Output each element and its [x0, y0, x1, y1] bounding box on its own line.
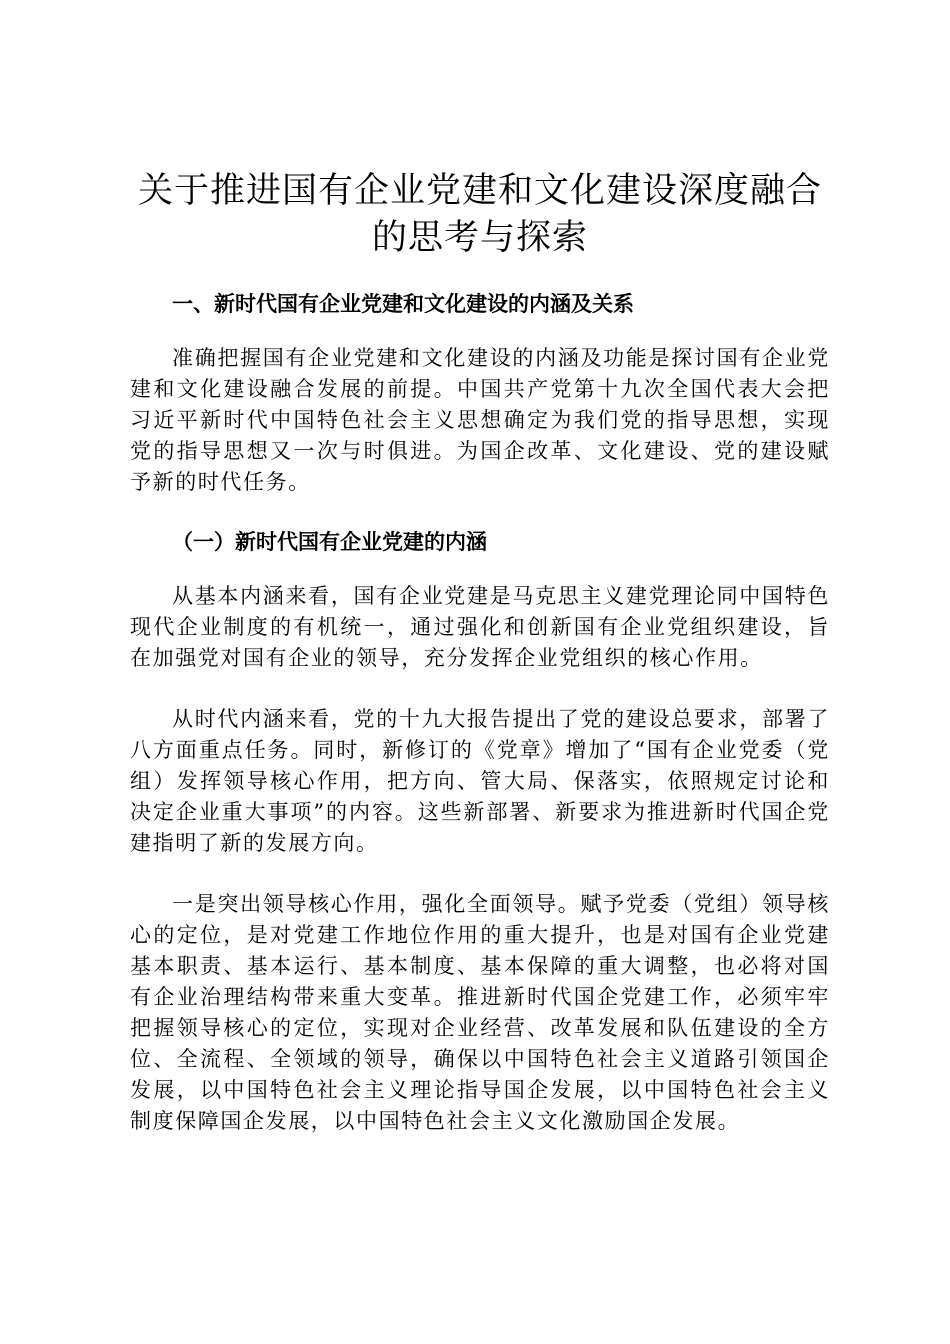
paragraph-3: 从时代内涵来看，党的十九大报告提出了党的建设总要求，部署了八方面重点任务。同时，新修订的《党章》增加了“国有企业党委（党组）发挥领导核心作用，把方向、管大局、保落实，依照规定讨论和决定企业重大事项”的内容。这些新部署、新要求为推进新时代国企党建指明了新的发展方向。 [130, 707, 830, 855]
section-heading-1: 一、新时代国有企业党建和文化建设的内涵及关系 [172, 292, 634, 316]
paragraph-4: 一是突出领导核心作用，强化全面领导。赋予党委（党组）领导核心的定位，是对党建工作地位作用的重大提升，也是对国有企业党建基本职责、基本运行、基本制度、基本保障的重大调整，也必将对国有企业治理结构带来重大变革。推进新时代国企党建工作，必须牢牢把握领导核心的定位，实现对企业经营、改革发展和队伍建设的全方位、全流程、全领域的领导，确保以中国特色社会主义道路引领国企发展，以中国特色社会主义理论指导国企发展，以中国特色社会主义制度保障国企发展，以中国特色社会主义文化激励国企发展。 [130, 892, 830, 1133]
subsection-heading-1: （一）新时代国有企业党建的内涵 [172, 530, 487, 554]
document-title: 关于推进国有企业党建和文化建设深度融合的思考与探索 [137, 171, 822, 258]
paragraph-1: 准确把握国有企业党建和文化建设的内涵及功能是探讨国有企业党建和文化建设融合发展的前提。中国共产党第十九次全国代表大会把习近平新时代中国特色社会主义思想确定为我们党的指导思想，实现党的指导思想又一次与时俱进。为国企改革、文化建设、党的建设赋予新的时代任务。 [130, 346, 830, 494]
paragraph-2: 从基本内涵来看，国有企业党建是马克思主义建党理论同中国特色现代企业制度的有机统一，通过强化和创新国有企业党组织建设，旨在加强党对国有企业的领导，充分发挥企业党组织的核心作用。 [130, 584, 830, 670]
document-page [130, 168, 830, 1137]
